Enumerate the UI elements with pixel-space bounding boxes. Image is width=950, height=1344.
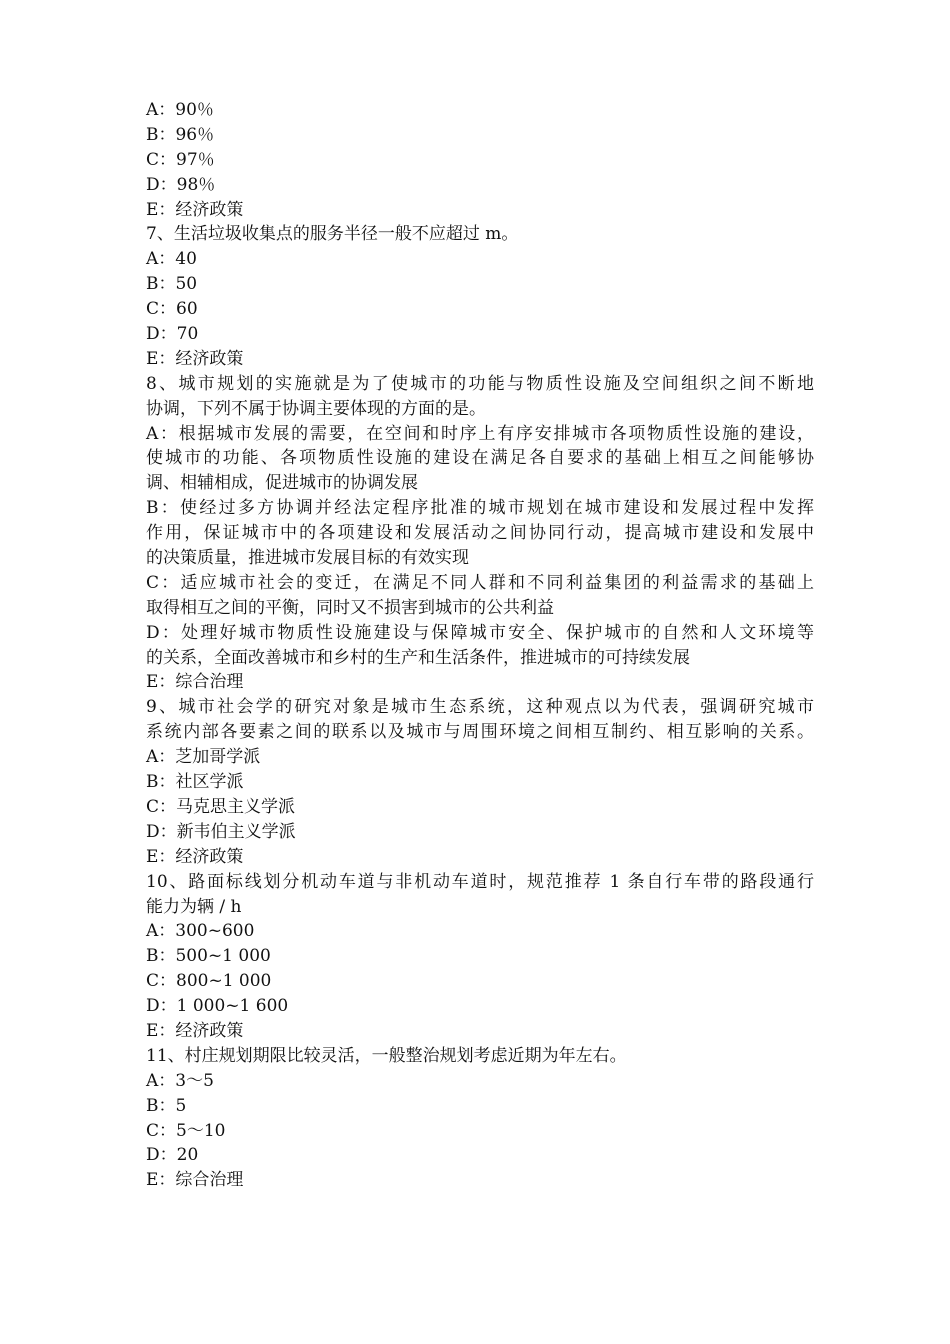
answer-option-line: C：60 bbox=[146, 299, 198, 320]
question-text-line: 能力为辆 / h bbox=[146, 896, 242, 917]
answer-option-line: D：20 bbox=[146, 1145, 199, 1166]
answer-option-line: C：马克思主义学派 bbox=[146, 796, 296, 817]
answer-option-line: 作用，保证城市中的各项建设和发展活动之间协同行动，提高城市建设和发展中 bbox=[146, 523, 814, 544]
answer-option-line: E：经济政策 bbox=[146, 1020, 244, 1041]
answer-option-line: A：90％ bbox=[146, 100, 214, 120]
answer-option-line: 调、相辅相成，促进城市的协调发展 bbox=[146, 473, 418, 494]
answer-option-line: B：500~1 000 bbox=[146, 946, 271, 967]
answer-option-line: E：经济政策 bbox=[146, 199, 244, 220]
question-text-line: 7、生活垃圾收集点的服务半径一般不应超过 m。 bbox=[146, 224, 519, 245]
answer-option-line: B：96％ bbox=[146, 124, 215, 145]
answer-option-line: B：50 bbox=[146, 274, 198, 295]
answer-option-line: A：3～5 bbox=[146, 1070, 214, 1091]
answer-option-line: E：经济政策 bbox=[146, 846, 244, 867]
answer-option-line: E：综合治理 bbox=[146, 672, 244, 693]
answer-option-line: D：1 000~1 600 bbox=[146, 996, 289, 1017]
answer-option-line: D：处理好城市物质性设施建设与保障城市安全、保护城市的自然和人文环境等 bbox=[146, 622, 814, 643]
answer-option-line: A：芝加哥学派 bbox=[146, 747, 261, 768]
question-text-line: 协调，下列不属于协调主要体现的方面的是。 bbox=[146, 398, 486, 419]
answer-option-line: A：300~600 bbox=[146, 921, 255, 942]
question-text-line: 9、城市社会学的研究对象是城市生态系统，这种观点以为代表，强调研究城市 bbox=[146, 697, 814, 718]
document-page bbox=[146, 98, 814, 1193]
answer-option-line: 取得相互之间的平衡，同时又不损害到城市的公共利益 bbox=[146, 597, 554, 618]
answer-option-line: D：98％ bbox=[146, 174, 216, 195]
answer-option-line: A：40 bbox=[146, 249, 197, 270]
question-text-line: 10、路面标线划分机动车道与非机动车道时，规范推荐 1 条自行车带的路段通行 bbox=[146, 871, 814, 892]
answer-option-line: C：5～10 bbox=[146, 1120, 226, 1141]
answer-option-line: C：97％ bbox=[146, 149, 215, 170]
answer-option-line: E：经济政策 bbox=[146, 348, 244, 369]
answer-option-line: 的关系，全面改善城市和乡村的生产和生活条件，推进城市的可持续发展 bbox=[146, 647, 690, 668]
answer-option-line: B：使经过多方协调并经法定程序批准的城市规划在城市建设和发展过程中发挥 bbox=[146, 498, 814, 519]
answer-option-line: B：社区学派 bbox=[146, 772, 244, 793]
answer-option-line: C：适应城市社会的变迁，在满足不同人群和不同利益集团的利益需求的基础上 bbox=[146, 572, 814, 593]
answer-option-line: 的决策质量，推进城市发展目标的有效实现 bbox=[146, 548, 469, 569]
answer-option-line: B：5 bbox=[146, 1095, 187, 1116]
answer-option-line: E：综合治理 bbox=[146, 1170, 244, 1191]
answer-option-line: D：新韦伯主义学派 bbox=[146, 821, 296, 842]
answer-option-line: C：800~1 000 bbox=[146, 971, 272, 992]
question-text-line: 系统内部各要素之间的联系以及城市与周围环境之间相互制约、相互影响的关系。 bbox=[146, 722, 814, 743]
answer-option-line: 使城市的功能、各项物质性设施的建设在满足各自要求的基础上相互之间能够协 bbox=[146, 448, 814, 469]
answer-option-line: D：70 bbox=[146, 324, 199, 345]
answer-option-line: A：根据城市发展的需要，在空间和时序上有序安排城市各项物质性设施的建设， bbox=[146, 423, 814, 444]
question-text-line: 11、村庄规划期限比较灵活，一般整治规划考虑近期为年左右。 bbox=[146, 1045, 627, 1066]
question-text-line: 8、城市规划的实施就是为了使城市的功能与物质性设施及空间组织之间不断地 bbox=[146, 373, 814, 394]
